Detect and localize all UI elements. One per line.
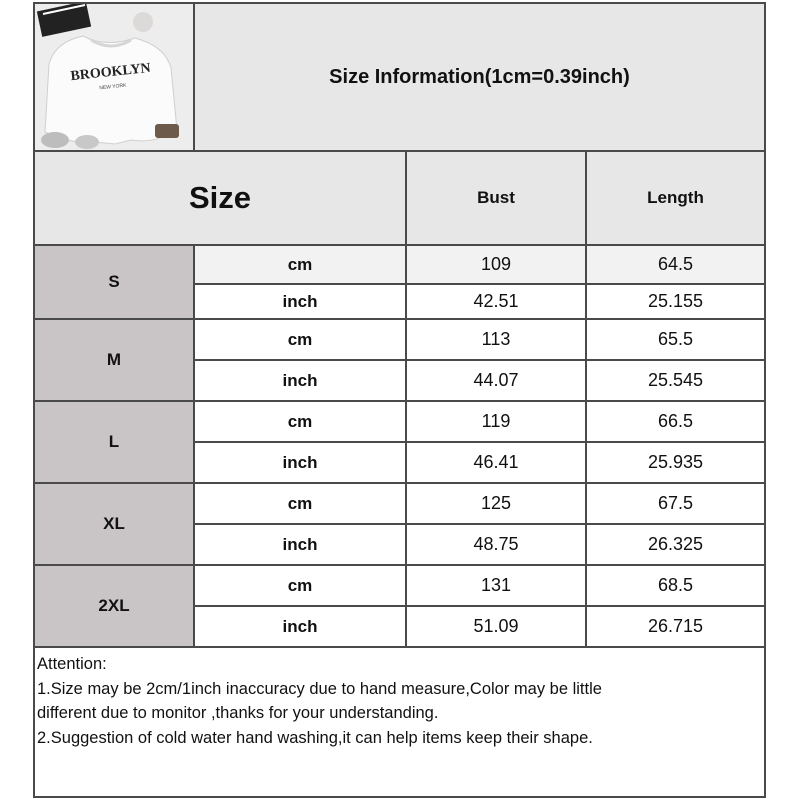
bust-value: 109 (407, 246, 587, 285)
attention-heading: Attention: (37, 655, 107, 673)
unit-label-inch: inch (195, 285, 407, 320)
attention-line: 1.Size may be 2cm/1inch inaccuracy due to hand measure,Color may be little (37, 679, 602, 698)
length-value: 25.155 (587, 285, 766, 320)
bust-value: 51.09 (407, 607, 587, 648)
length-value: 26.715 (587, 607, 766, 648)
length-value: 64.5 (587, 246, 766, 285)
length-value: 67.5 (587, 484, 766, 525)
length-value: 65.5 (587, 320, 766, 361)
unit-label-cm: cm (195, 484, 407, 525)
bust-value: 113 (407, 320, 587, 361)
length-value: 25.545 (587, 361, 766, 402)
size-label-l: L (35, 402, 195, 484)
bust-value: 44.07 (407, 361, 587, 402)
size-label-m: M (35, 320, 195, 402)
unit-label-inch: inch (195, 443, 407, 484)
bust-value: 42.51 (407, 285, 587, 320)
attention-notes (35, 648, 764, 754)
length-value: 26.325 (587, 525, 766, 566)
length-value: 25.935 (587, 443, 766, 484)
bust-header: Bust (407, 152, 587, 246)
length-value: 68.5 (587, 566, 766, 607)
size-label-2xl: 2XL (35, 566, 195, 648)
bust-value: 46.41 (407, 443, 587, 484)
page-title: Size Information(1cm=0.39inch) (195, 4, 766, 152)
unit-label-cm: cm (195, 402, 407, 443)
size-chart-frame (33, 2, 766, 798)
unit-label-cm: cm (195, 566, 407, 607)
bust-value: 131 (407, 566, 587, 607)
length-value: 66.5 (587, 402, 766, 443)
size-header: Size (35, 152, 407, 246)
product-thumbnail (35, 4, 195, 152)
unit-label-cm: cm (195, 246, 407, 285)
sweatshirt-image (35, 4, 193, 150)
unit-label-cm: cm (195, 320, 407, 361)
length-header: Length (587, 152, 766, 246)
bust-value: 125 (407, 484, 587, 525)
attention-line: different due to monitor ,thanks for your understanding. (37, 704, 439, 722)
attention-line: 2.Suggestion of cold water hand washing,it can help items keep their shape. (37, 728, 593, 747)
size-label-xl: XL (35, 484, 195, 566)
thumbnail-print-subtext: NEW YORK (99, 82, 127, 92)
unit-label-inch: inch (195, 525, 407, 566)
unit-label-inch: inch (195, 607, 407, 648)
bust-value: 119 (407, 402, 587, 443)
unit-label-inch: inch (195, 361, 407, 402)
thumbnail-print-text: BROOKLYN (69, 60, 152, 85)
bust-value: 48.75 (407, 525, 587, 566)
size-label-s: S (35, 246, 195, 320)
